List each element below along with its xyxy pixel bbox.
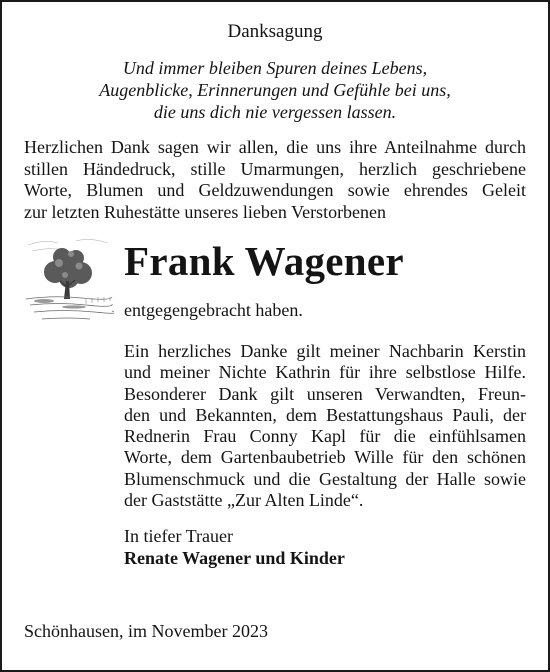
thanks-intro: [24, 137, 526, 223]
received-text: entgegengebracht haben.: [124, 300, 303, 320]
body-line: Worte, dem Gartenbaubetrieb Wille für den schönen: [124, 447, 526, 468]
thanks-body: [124, 341, 526, 511]
tree-landscape-icon: [24, 231, 114, 331]
closing-block: [124, 525, 526, 569]
mourning-text: In tiefer Trauer: [124, 526, 233, 547]
place-date: Schönhausen, im November 2023: [24, 621, 268, 641]
verse-line: Augenblicke, Erinnerungen und Gefühle bei uns,: [99, 80, 451, 100]
intro-line: stillen Händedruck, stille Umarmungen, herzlich geschriebene: [24, 158, 526, 179]
intro-line: zur letzten Ruhestätte unseres lieben Verstorbenen: [24, 201, 387, 222]
signer-name: Renate Wagener und Kinder: [124, 548, 345, 569]
body-line: Besonderer Dank gilt unseren Verwandten, Freun-: [124, 383, 526, 404]
body-line: der Gaststätte „Zur Alten Linde“.: [124, 490, 364, 511]
intro-line: Herzlichen Dank sagen wir allen, die uns ihre Anteilnahme durch: [24, 137, 526, 157]
body-line: Ein herzliches Danke gilt meiner Nachbarin Kerstin: [124, 341, 526, 361]
body-line: Blumenschmuck und die Gestaltung der Halle sowie: [124, 468, 526, 489]
name-section: [24, 229, 526, 337]
deceased-name: Frank Wagener: [124, 238, 404, 284]
body-line: und meiner Nichte Kathrin für ihre selbstlose Hilfe.: [124, 362, 526, 383]
body-line: den und Bekannten, dem Bestattungshaus Pauli, der: [124, 404, 526, 425]
verse-line: Und immer bleiben Spuren deines Lebens,: [122, 58, 428, 78]
memorial-verse: [24, 57, 526, 123]
body-line: Rednerin Frau Conny Kapl für die einfühlsamen: [124, 426, 526, 447]
intro-line: Worte, Blumen und Geldzuwendungen sowie ehrendes Geleit: [24, 180, 526, 200]
verse-line: die uns dich nie vergessen lassen.: [153, 102, 397, 122]
page-title: Danksagung: [227, 21, 323, 42]
